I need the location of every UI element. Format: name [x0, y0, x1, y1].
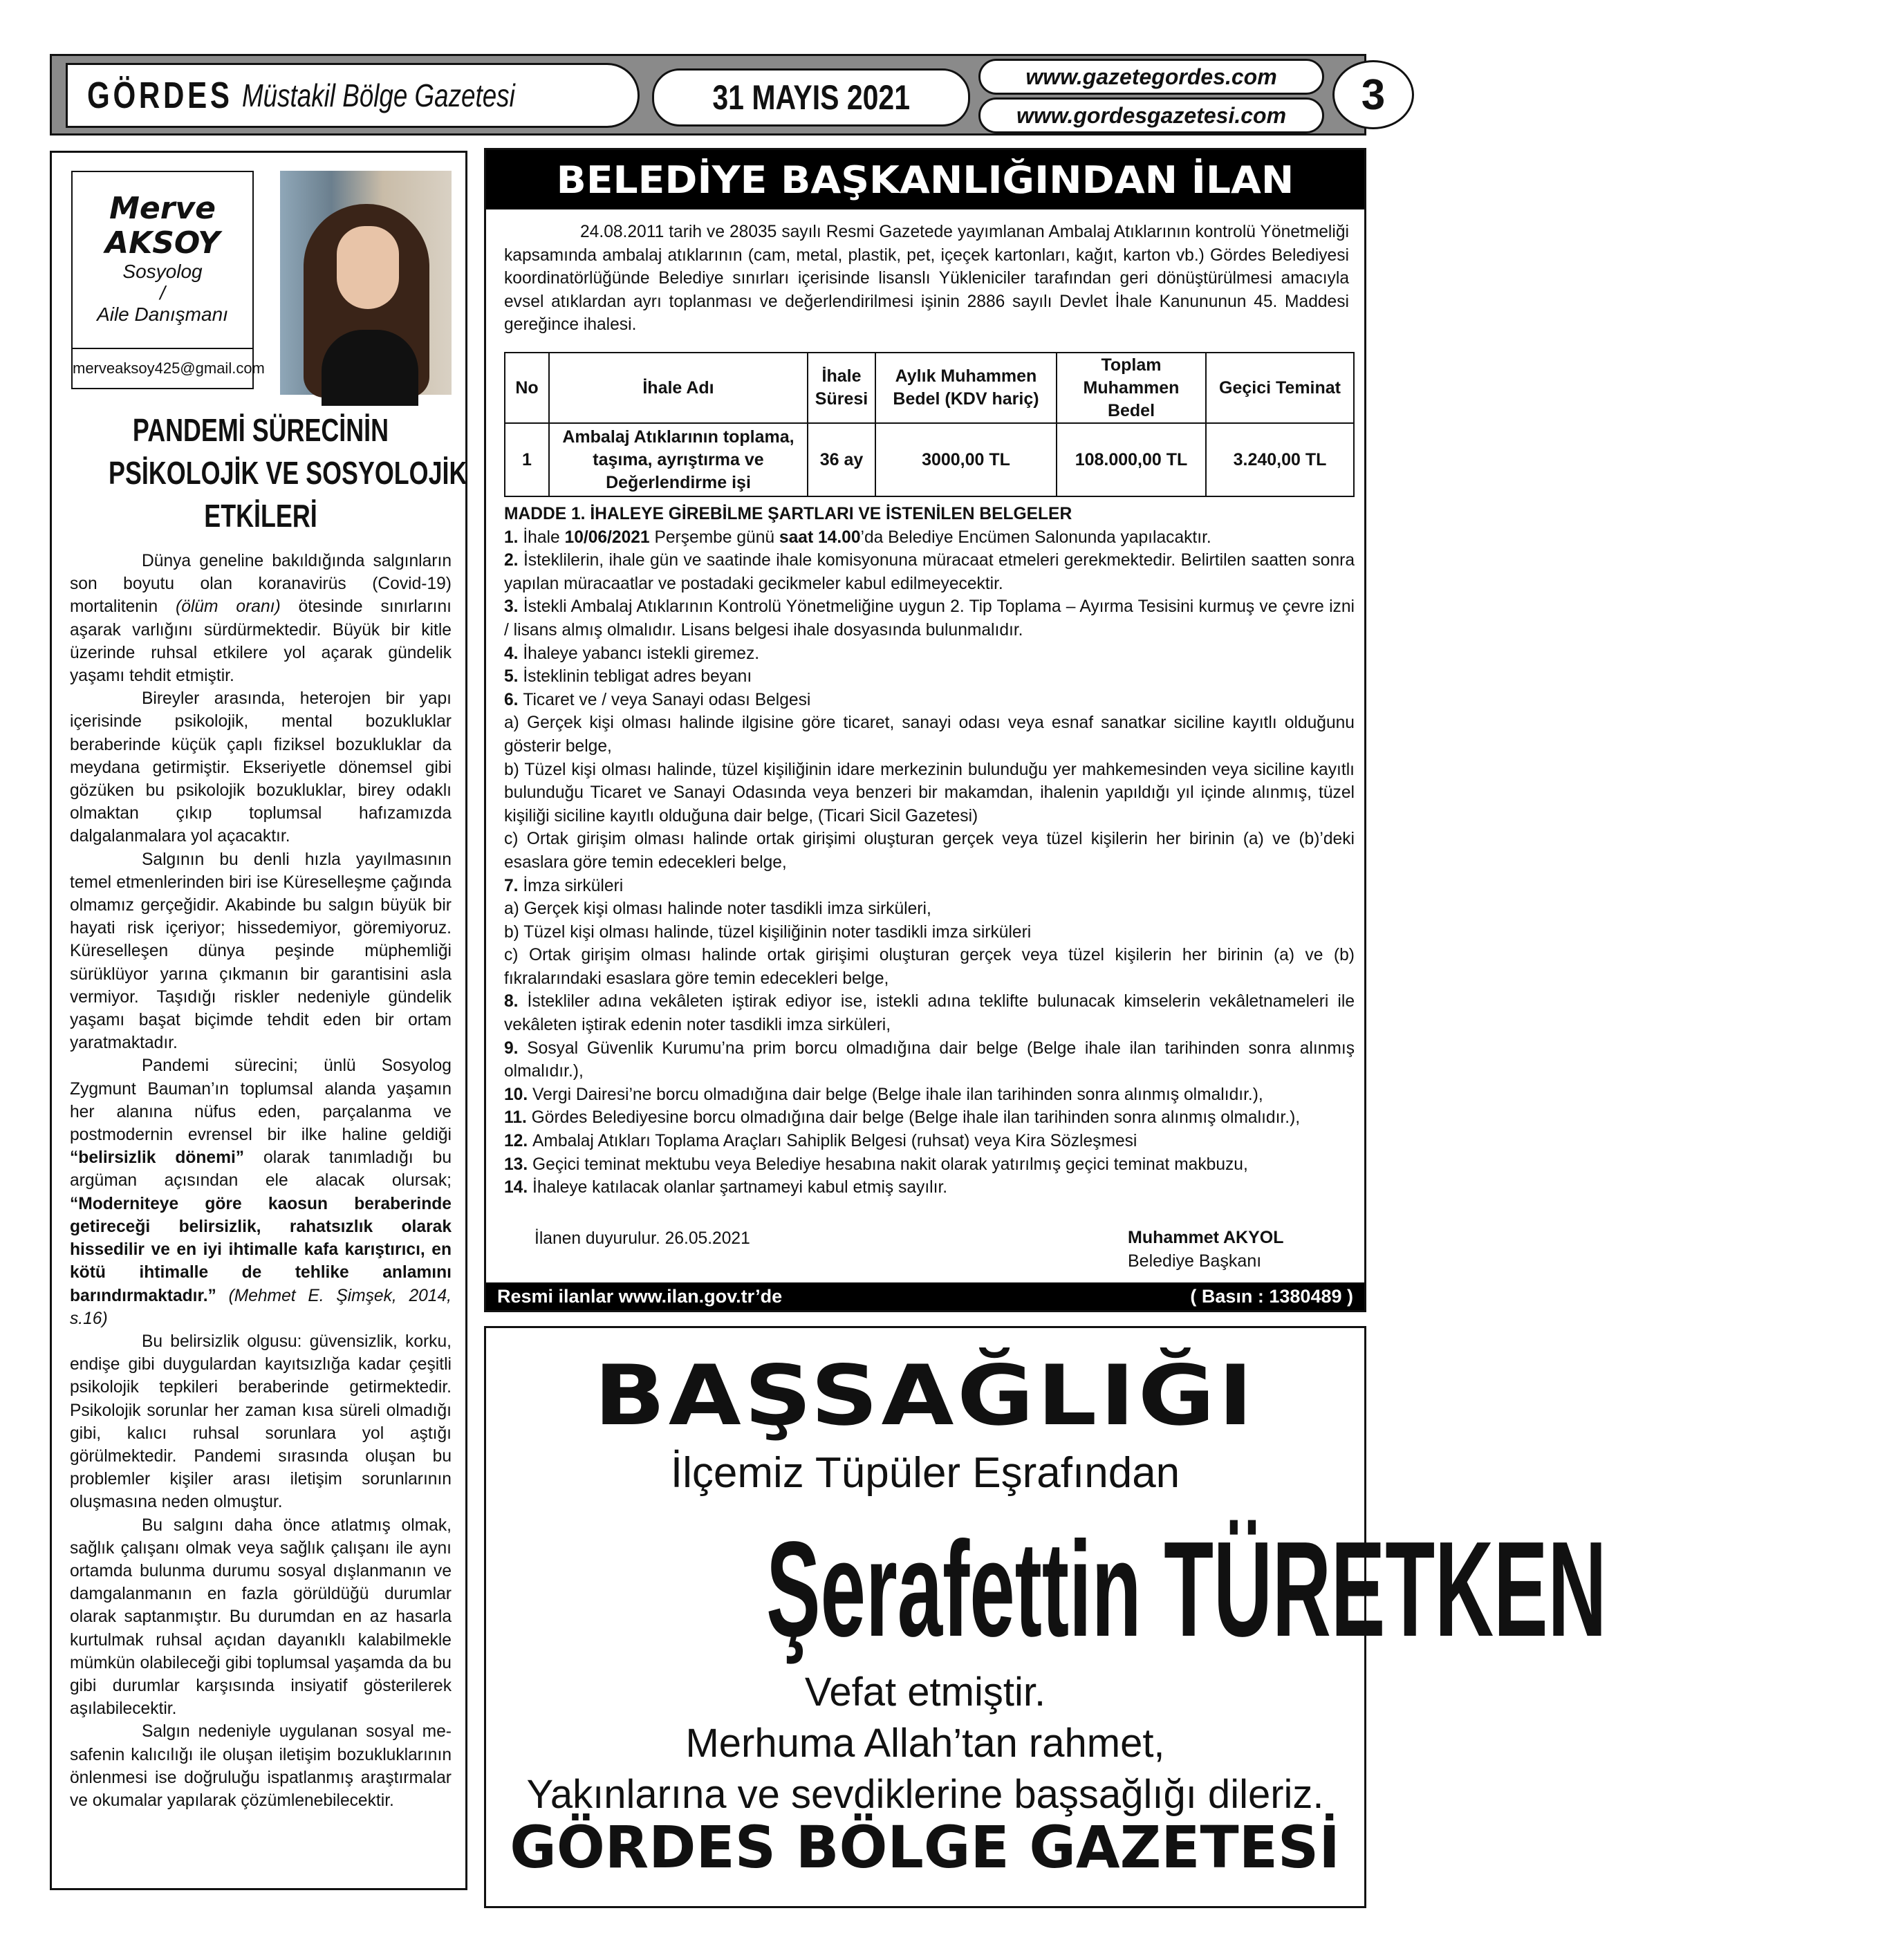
- condition-subitem: b) Tüzel kişi olması halinde, tüzel kişiliğinin noter tasdikli imza sirküleri: [504, 922, 1032, 942]
- condition-subitem: c) Ortak girişim olması halinde ortak girişimi oluşturan gerçek veya tüzel kişilerin her birinin (a) ve (b) fıkralarındaki esaslara göre temin edecekleri belge,: [504, 946, 1355, 988]
- opinion-column: [50, 151, 467, 1890]
- table-cell: Ambalaj Atıklarının toplama, taşıma, ayrıştırma ve Değerlendirme işi: [549, 423, 808, 496]
- condition-item: 14. İhaleye katılacak olanlar şartnameyi kabul etmiş sayılır.: [504, 1178, 948, 1197]
- signature-block: [1128, 1226, 1283, 1273]
- page-number: 3: [1332, 60, 1414, 129]
- condition-subitem: c) Ortak girişim olması halinde ortak girişimi oluşturan gerçek veya tüzel kişilerin her birinin (a) ve (b)’deki esaslara göre temin edecekleri belge,: [504, 830, 1355, 872]
- newspaper-subtitle: Müstakil Bölge Gazetesi: [242, 77, 515, 113]
- signer-title: Belediye Başkanı: [1128, 1251, 1262, 1271]
- notice-footer: [486, 1282, 1364, 1310]
- table-cell: 3.240,00 TL: [1206, 423, 1354, 496]
- press-code: ( Basın : 1380489 ): [1190, 1285, 1353, 1307]
- municipal-notice: [484, 148, 1366, 1312]
- column-header: Toplam Muhammen Bedel: [1057, 353, 1206, 423]
- article-headline: PANDEMİ SÜRECİNİN PSİKOLOJİK VE SOSYOLOJİK ETKİLERİ: [109, 412, 467, 534]
- condition-item: 7. İmza sirküleri: [504, 876, 624, 895]
- table-cell: 1: [505, 423, 549, 496]
- column-header: Geçici Teminat: [1206, 353, 1354, 423]
- condition-item: 3. İstekli Ambalaj Atıklarının Kontrolü Yönetmeliğine uygun 2. Tip Toplama – Ayırma Tesisini kurmuş ve çevre izni / lisans almış olmalıdır. Lisans belgesi ihale dosyasında bulunmalıdır.: [504, 597, 1355, 640]
- table-header-row: [505, 353, 1354, 423]
- table-cell: 36 ay: [808, 423, 875, 496]
- table-cell: 108.000,00 TL: [1057, 423, 1206, 496]
- table-row: [505, 423, 1354, 496]
- author-title: Sosyolog / Aile Danışmanı: [97, 261, 228, 325]
- author-name: Merve AKSOY: [105, 191, 220, 261]
- condition-item: 13. Geçici teminat mektubu veya Belediye hesabına nakit olarak yatırılmış geçici teminat makbuzu,: [504, 1155, 1248, 1174]
- condition-item: 8. İstekliler adına vekâleten iştirak ediyor ise, istekli adına teklifte bulunacak kimselerin vekâletnameleri ile vekâleten iştirak edenin noter tasdikli imza sirküleri,: [504, 992, 1355, 1035]
- website-link-2[interactable]: www.gordesgazetesi.com: [978, 97, 1324, 133]
- table-cell: 3000,00 TL: [875, 423, 1057, 496]
- article-paragraph: Bireyler arasında, heterojen bir yapı içerisinde psikolojik, mental bozukluklar beraberinde küçük çaplı fiziksel bozukluklar da meydana getirmiştir. Ekseriyetle dönemsel gibi gözüken bu psikolojik bozukluklar, birey odaklı olmaktan çıkıp toplumsal hafızamızda dalgalanmalara yol açacaktır.: [70, 689, 452, 846]
- notice-intro: 24.08.2011 tarih ve 28035 sayılı Resmi Gazetede yayımlanan Ambalaj Atıklarının kontrolü Yönetmeliği kapsamında ambalaj atıklarının (cam, metal, plastik, pet, içeçek kartonları, kağıt, karton vb.) Gördes Belediyesi koordinatörlüğünde Belediye sınırları içerisinde lisanslı Yükleniciler tarafından geri dönüştürülmesi amacıyla evsel atıklardan ayrı toplanması ve değerlendirilmesi işinin 2886 sayılı Devlet İhale Kanununun 45. Maddesi gereğince ihalesi.: [504, 223, 1349, 335]
- article-paragraph: Salgın nedeniyle uygulanan sosyal me-safenin kalıcılığı ile oluşan iletişim bozukluklarının önlenmesi ise doğruluğu ispatlanmış araştırmalar ve okumalar yapılarak çözümlenebilecektir.: [70, 1722, 452, 1810]
- conditions-list: [504, 503, 1355, 1200]
- official-notices-link[interactable]: Resmi ilanlar www.ilan.gov.tr’de: [497, 1285, 783, 1307]
- author-box: [71, 171, 265, 389]
- condolence-signature: GÖRDES BÖLGE GAZETESİ: [510, 1813, 1341, 1881]
- condition-item: 1. İhale 10/06/2021 Perşembe günü saat 14.00’da Belediye Encümen Salonunda yapılacaktır.: [504, 528, 1211, 547]
- article-paragraph: Bu belirsizlik olgusu: güvensizlik, korku, endişe gibi duygulardan kayıtsızlığa kadar çeşitli psikolojik tepkileri beraberinde getirmektedir. Psikolojik sorunlar her zaman kısa süreli olmadığı gibi, kalıcı ruhsal sorunlara yol aştığı görülmektedir. Pandemi sırasında oluşan bu problemler kişiler arası iletişim sorunlarının oluşmasına neden olmuştur.: [70, 1332, 452, 1512]
- article-paragraph: Dünya geneline bakıldığında salgınların son boyutu olan koranavirüs (Covid-19) mortalitenin (ölüm oranı) ötesinde sınırlarını aşarak varlığını sürdürmektedir. Büyük bir kitle üzerinde ruhsal etkilere yol açarak gündelik yaşamı tehdit etmiştir.: [70, 552, 452, 686]
- condolence-title: BAŞSAĞLIĞI: [594, 1348, 1256, 1444]
- column-header: İhale Adı: [549, 353, 808, 423]
- announcement-date: İlanen duyurulur. 26.05.2021: [535, 1229, 750, 1248]
- column-header: Aylık Muhammen Bedel (KDV hariç): [875, 353, 1057, 423]
- newspaper-name: [66, 63, 640, 128]
- author-photo: [280, 171, 452, 395]
- condition-subitem: a) Gerçek kişi olması halinde noter tasdikli imza sirküleri,: [504, 899, 931, 919]
- condition-subitem: a) Gerçek kişi olması halinde ilgisine göre ticaret, sanayi odası veya esnaf sanatkar siciline kayıtlı olduğunu gösterir belge,: [504, 713, 1355, 756]
- condition-item: 6. Ticaret ve / veya Sanayi odası Belgesi: [504, 690, 811, 709]
- condition-item: 4. İhaleye yabancı istekli giremez.: [504, 644, 760, 663]
- article-paragraph: Pandemi sürecini; ünlü Sosyolog Zygmunt Bauman’ın toplumsal alanda yaşamın her alanına nüfus eden, parçalanma ve postmodernin evrensel bir ilke haline geldiği “belirsizlik dönemi” olarak tanımladığı bu argüman açısından ele alacak olursak; “Moderniteye göre kaosun beraberinde getireceği belirsizlik, rahatsızlık olarak hissedilir ve en iyi ihtimalle kafa karıştırıcı, en kötü ihtimalle de tehlike anlamını barındırmaktadır.” (Mehmet E. Şimşek, 2014, s.16): [70, 1056, 452, 1328]
- condolence-notice: [484, 1326, 1607, 1908]
- conditions-heading: MADDE 1. İHALEYE GİREBİLME ŞARTLARI VE İSTENİLEN BELGELER: [504, 505, 1072, 523]
- condition-item: 2. İsteklilerin, ihale gün ve saatinde ihale komisyonuna müracaat etmeleri gerekmektedir. Belirtilen saatten sonra yapılan müracaatlar ve postadaki gecikmeler kabul edilmeyecektir.: [504, 551, 1355, 593]
- newspaper-logo: GÖRDES: [87, 75, 233, 116]
- column-header: No: [505, 353, 549, 423]
- website-link-1[interactable]: www.gazetegordes.com: [978, 59, 1324, 95]
- condition-item: 12. Ambalaj Atıkları Toplama Araçları Sahiplik Belgesi (ruhsat) veya Kira Sözleşmesi: [504, 1132, 1137, 1151]
- article-body: [70, 550, 452, 1812]
- condition-subitem: b) Tüzel kişi olması halinde, tüzel kişiliğinin idare merkezinin bulunduğu yer mahkemesinden veya siciline kayıtlı bulunduğu Ticaret ve Sanayi Odasında veya benzeri bir makamdan, ihalenin yapıldığı yıl içinde alınmış, tüzel kişiliği siciline kayıtlı olduğuna dair belge, (Ticari Sicil Gazetesi): [504, 760, 1355, 825]
- issue-date: 31 MAYIS 2021: [652, 68, 970, 127]
- condition-item: 11. Gördes Belediyesine borcu olmadığına dair belge (Belge ihale ilan tarihinden sonra alınmış olmalıdır.),: [504, 1108, 1301, 1128]
- signer-name: Muhammet AKYOL: [1128, 1228, 1284, 1247]
- condolence-subtitle: İlçemiz Tüpüler Eşrafından: [670, 1449, 1180, 1497]
- condolence-message: Vefat etmiştir. Merhuma Allah’tan rahmet, Yakınlarına ve sevdiklerine başsağlığı dileriz.: [526, 1670, 1324, 1817]
- article-paragraph: Bu salgını daha önce atlatmış olmak, sağlık çalışanı olmak veya sağlık çalışanı ile aynı ortamda bulunma durumu sosyal dışlanmanın ve damgalanmanın en fazla görüldüğü durumlar olarak saptanmıştır. Bu durumdan en az hasarla kurtulmak ruhsal açıdan dayanıklı kalabilmekle mümkün olabileceği gibi toplumsal yaşamda da bu gibi durumlar karşısında insiyatif gösterilerek aşılabilecektir.: [70, 1515, 452, 1719]
- column-header: İhale Süresi: [808, 353, 875, 423]
- condition-item: 10. Vergi Dairesi’ne borcu olmadığına dair belge (Belge ihale ilan tarihinden sonra alınmış olmalıdır.),: [504, 1085, 1263, 1104]
- condition-item: 5. İsteklinin tebligat adres beyanı: [504, 667, 752, 687]
- author-email[interactable]: merveaksoy425@gmail.com: [73, 348, 252, 388]
- notice-title: BELEDİYE BAŞKANLIĞINDAN İLAN: [486, 150, 1364, 209]
- article-paragraph: Salgının bu denli hızla yayılmasının temel etmenlerinden biri ise Küreselleşme çağında olmamız gerçeğidir. Akabinde bu salgın büyük bir hayati risk içeriyor; hissedemiyor, göremiyoruz. Küreselleşen dünya peşinde müphemliği sürüklüyor yarına çıkmanın bir garantisini asla vermiyor. Taşıdığı riskler nedeniyle gündelik yaşamı başat biçimde tehdit eden bir ortam yaratmaktadır.: [70, 850, 452, 1053]
- deceased-name: Şerafettin TÜRETKEN: [766, 1513, 1607, 1665]
- masthead: [50, 54, 1386, 136]
- tender-table: [504, 352, 1355, 497]
- condition-item: 9. Sosyal Güvenlik Kurumu’na prim borcu olmadığına dair belge (Belge ihale ilan tarihinden sonra alınmış olmalıdır.),: [504, 1038, 1355, 1081]
